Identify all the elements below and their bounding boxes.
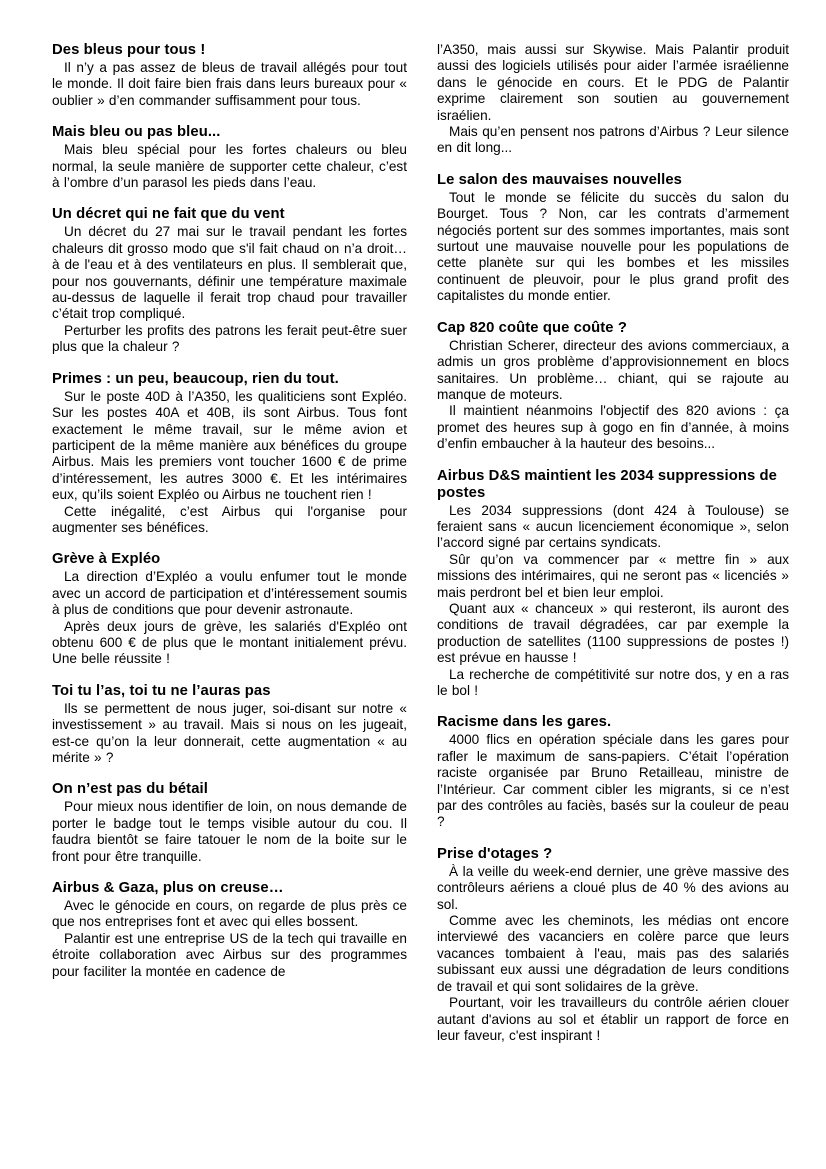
section-heading: Le salon des mauvaises nouvelles <box>437 171 682 188</box>
section-paragraph: Mais bleu spécial pour les fortes chaleurs ou bleu normal, la seule manière de supporter cette chaleur, c’est à l’ombre d’un parasol les pieds dans l’eau. <box>52 142 407 191</box>
section-greve-expleo <box>52 551 407 667</box>
section-heading: Un décret qui ne fait que du vent <box>52 206 285 223</box>
section-paragraph: Pour mieux nous identifier de loin, on nous demande de porter le badge tout le temps visible autour du cou. Il faudra bientôt se faire tatouer le nom de la boite sur le front pour être tranquille. <box>52 799 407 864</box>
section-paragraph: Il n’y a pas assez de bleus de travail allégés pour tout le monde. Il doit faire bien frais dans leurs bureaux pour « oublier » d’en commander suffisamment pour tous. <box>52 60 407 108</box>
section-paragraph: Il maintient néanmoins l'objectif des 820 avions : ça promet des heures sup à gogo en fin d’année, à moins d’enfin embaucher à la hauteur des besoins... <box>437 403 789 452</box>
section-toi-tu-las <box>52 683 407 767</box>
section-racisme-gares <box>437 714 789 830</box>
section-heading: On n’est pas du bétail <box>52 781 208 798</box>
section-des-bleus-pour-tous <box>52 42 407 109</box>
section-heading: Primes : un peu, beaucoup, rien du tout. <box>52 370 339 387</box>
section-primes <box>52 371 407 537</box>
section-prise-otages <box>437 846 789 1044</box>
section-paragraph: La recherche de compétitivité sur notre dos, y en a ras le bol ! <box>437 666 789 698</box>
section-airbus-gaza-continuation <box>437 42 789 157</box>
section-paragraph: Christian Scherer, directeur des avions commerciaux, a admis un gros problème d’approvisionnement en blocs sanitaires. Un problème… chiant, qui se rajoute au manque de moteurs. <box>437 337 789 402</box>
left-column <box>52 42 407 1059</box>
section-paragraph: Perturber les profits des patrons les ferait peut-être suer plus que la chaleur ? <box>52 322 407 355</box>
section-paragraph: Sur le poste 40D à l’A350, les qualiticiens sont Expléo. Sur les postes 40A et 40B, ils sont Airbus. Tous font exactement le même travail, sur le même avion et participent de la même manière aux bénéfices du groupe Airbus. Mais les premiers vont toucher 1600 € de prime d’intéressement, les autres 3000 €. Et les intérimaires eux, qu’ils soient Expléo ou Airbus ne touchent rien ! <box>52 388 407 503</box>
section-paragraph: Avec le génocide en cours, on regarde de plus près ce que nos entreprises font et avec qui elles bossent. <box>52 898 407 930</box>
section-un-decret <box>52 206 407 355</box>
section-paragraph: Les 2034 suppressions (dont 424 à Toulouse) se feraient sans « aucun licenciement économique », selon l’accord signé par certains syndicats. <box>437 502 789 551</box>
section-heading: Toi tu l’as, toi tu ne l’auras pas <box>52 682 271 699</box>
section-paragraph: l’A350, mais aussi sur Skywise. Mais Palantir produit aussi des logiciels utilisés pour aider l’armée israélienne dans le génocide en cours. Et le PDG de Palantir exprime clairement son soutien au gouvernement israélien. <box>437 42 789 123</box>
section-heading: Prise d'otages ? <box>437 845 553 862</box>
section-pas-du-betail <box>52 781 407 865</box>
section-heading: Airbus & Gaza, plus on creuse… <box>52 880 284 897</box>
section-heading: Airbus D&S maintient les 2034 suppressions de postes <box>437 467 778 501</box>
section-airbus-gaza <box>52 880 407 980</box>
section-paragraph: Comme avec les cheminots, les médias ont encore interviewé des vacanciers en colère parce que leurs vacances tombaient à l'eau, mais pas des salariés subissant eux aussi une dégradation de leurs conditions de travail et qui sont solidaires de la grève. <box>437 913 789 994</box>
section-paragraph: Ils se permettent de nous juger, soi-disant sur notre « investissement » au travail. Mais si nous on les jugeait, est-ce qu’on la leur donnerait, cette augmentation « au mérite » ? <box>52 700 407 765</box>
section-heading: Mais bleu ou pas bleu... <box>52 124 221 141</box>
section-paragraph: Quant aux « chanceux » qui resteront, ils auront des conditions de travail dégradées, car par exemple la production de satellites (1100 suppressions de postes !) est prévue en hausse ! <box>437 600 789 666</box>
section-heading: Racisme dans les gares. <box>437 714 612 731</box>
section-cap-820 <box>437 320 789 453</box>
two-column-layout <box>52 42 789 1059</box>
section-paragraph: Tout le monde se félicite du succès du salon du Bourget. Tous ? Non, car les contrats d’armement négociés portent sur des sommes importantes, mais sont surtout une mauvaise nouvelle pour les populations de cette planète sur qui les bombes et les missiles continuent de pleuvoir, pour le plus grand profit des capitalistes du monde entier. <box>437 189 789 304</box>
section-paragraph: Mais qu’en pensent nos patrons d’Airbus ? Leur silence en dit long... <box>437 124 789 156</box>
section-heading: Des bleus pour tous ! <box>52 42 206 58</box>
section-paragraph: Après deux jours de grève, les salariés d'Expléo ont obtenu 600 € de plus que le montant initialement prévu. Une belle réussite ! <box>52 618 407 667</box>
section-paragraph: La direction d’Expléo a voulu enfumer tout le monde avec un accord de participation et d’intéressement soumis à plus de conditions que pour devenir astronaute. <box>52 569 407 618</box>
section-paragraph: À la veille du week-end dernier, une grève massive des contrôleurs aériens a cloué plus de 40 % des avions au sol. <box>437 863 789 912</box>
right-column <box>437 42 789 1059</box>
section-paragraph: Un décret du 27 mai sur le travail pendant les fortes chaleurs dit grosso modo que s'il fait chaud on n’a droit… à de l'eau et à des ventilateurs en plus. Il semblerait que, pour nos gouvernants, définir une température maximale au-dessus de laquelle il ferait trop chaud pour travailler c’était trop compliqué. <box>52 224 407 322</box>
section-paragraph: Palantir est une entreprise US de la tech qui travaille en étroite collaboration avec Airbus sur des programmes pour faciliter la montée en cadence de <box>52 930 407 979</box>
section-salon-mauvaises-nouvelles <box>437 172 789 305</box>
section-paragraph: Cette inégalité, c’est Airbus qui l'organise pour augmenter ses bénéfices. <box>52 503 407 535</box>
section-paragraph: Pourtant, voir les travailleurs du contrôle aérien clouer autant d'avions au sol et établir un rapport de force en leur faveur, c'est inspirant ! <box>437 995 789 1043</box>
section-airbus-ds-suppressions <box>437 468 789 700</box>
section-heading: Cap 820 coûte que coûte ? <box>437 319 627 336</box>
section-mais-bleu-ou-pas-bleu <box>52 124 407 191</box>
section-paragraph: 4000 flics en opération spéciale dans les gares pour rafler le maximum de sans-papiers. C’était l’opération raciste organisée par Bruno Retailleau, ministre de l’Intérieur. Car comment cibler les migrants, si ce n’est par des contrôles au faciès, basés sur la couleur de peau ? <box>437 732 789 830</box>
section-heading: Grève à Expléo <box>52 551 161 568</box>
section-paragraph: Sûr qu’on va commencer par « mettre fin » aux missions des intérimaires, qui ne seront pas « licenciés » mais perdront bel et bien leur emploi. <box>437 551 789 600</box>
